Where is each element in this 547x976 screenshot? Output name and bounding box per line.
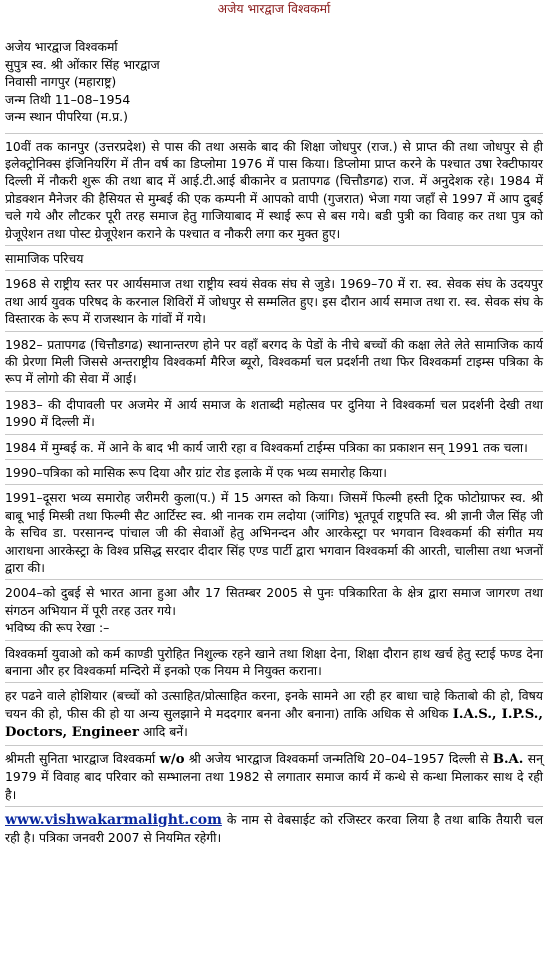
divider [5,484,543,485]
divider [5,640,543,641]
social-entry-1983: 1983– की दीपावली पर अजमेर में आर्य समाज के शताब्दी महोत्सव पर दुनिया ने विश्वकर्मा चल प्रदर्शनी देखी तथा 1990 में दिल्ली में। [5,396,543,430]
future-heading: भविष्य की रूप रेखा :– [5,620,110,636]
divider [5,459,543,460]
bio-birthplace: जन्म स्थान पीपरिया (म.प्र.) [5,109,128,124]
divider [5,133,543,134]
social-entry-1984: 1984 में मुम्बई क. में आने के बाद भी कार्य जारी रहा व विश्वकर्मा टाईम्स पत्रिका का प्रकाशन सन् 1991 तक चला। [5,439,528,455]
page-title: अजेय भारद्वाज विश्वकर्मा [217,1,331,16]
spouse-details: श्री अजेय भारद्वाज विश्वकर्मा जन्मतिथि 20–04–1957 दिल्ली से [188,750,489,766]
bio-dob: जन्म तिथी 11–08–1954 [5,91,131,107]
divider [5,579,543,580]
divider [5,270,543,271]
education-paragraph: 10वीं तक कानपुर (उत्तरप्रदेश) से पास की तथा असके बाद की शिक्षा जोधपुर (राज.) से प्राप्त की तथा जोधपुर से ही इलेक्ट्रोनिक्स इंजिनियरिंग में तीन वर्ष का डिप्लोमा 1976 में पास किया। डिप्लोमा प्राप्त करने के पश्चात उषा रेक्टीफायर दिल्ली में नौकरी शुरू की तथा बाद में आई.टी.आई बीकानेर व प्रतापगढ (चित्तौडगढ) राज. में अनुदेशक रहे। 1984 में प्रोडक्शन मैनेजर की हैसियत से मुम्बई की एक कम्पनी में आपको वापी (गुजरात) भेजा गया जहाँ से 1997 में आप दुबई चले गये और लौटकर पूरी तरह समाज हेतु गाजियाबाद में स्थाई रूप से बस गये। बडी पुत्री का विवाह कर तथा पुत्र को ग्रेजूऐशन तथा पोस्ट ग्रेजूऐशन कराने के पश्चात व नौकरी लगा कर मुक्त हुए। [5,138,543,241]
bio-block [5,38,543,126]
biography-page [0,1,547,847]
divider [5,745,543,746]
social-heading: सामाजिक परिचय [5,250,84,266]
bio-residence: निवासी नागपुर (महाराष्ट्र) [5,74,117,89]
divider [5,806,543,807]
spouse-details-cont: सन् 1979 में विवाह बाद परिवार को सम्भालना तथा 1982 से लगातार समाज कार्य में कन्धे से कन्धा मिलाकर साथ दे रही है। [5,750,543,802]
divider [5,391,543,392]
degree-label: B.A. [492,751,524,767]
future-paragraph: विश्वकर्मा युवाओ को कर्म काण्डी पुरोहित निशुल्क रहने खाने तथा शिक्षा देना, शिक्षा दौरान हाथ खर्च हेतु स्टाई फण्ड देना बनाना और हर विश्वकर्मा मन्दिरो में इनको एक नियम मे नियुक्त कराना। [5,645,543,679]
social-entry-1982: 1982– प्रतापगढ (चित्तौडगढ) स्थानान्तरण होने पर वहाँ बरगद के पेडों के नीचे बच्चों की कक्षा लेते लेते सामाजिक कार्य की प्रेरणा मिली जिससे अन्तराष्ट्रीय विश्वकर्मा मैरिज ब्यूरो, विश्वकर्मा चल प्रदर्शनी तथा फिर विश्वकर्मा टाइम्स पत्रिका के रूप में लोगो की सेवा में आई। [5,336,543,387]
divider [5,245,543,246]
website-paragraph [5,811,543,847]
goal-text: हर पढने वाले होशियार (बच्चों को उत्साहित/प्रोत्साहित करना, इनके सामने आ रही हर बाधा चाहे किताबो की हो, विषय चयन की हो, फीस की हो या अन्य सुलझाने मे मददगार बनना और बनाना) ताकि अधिक से अधिक [5,688,543,721]
wife-of-label: w/o [159,751,185,767]
spouse-paragraph [5,750,543,803]
goal-suffix: आदि बनें। [142,724,188,740]
divider [5,682,543,683]
bio-name: अजेय भारद्वाज विश्वकर्मा [5,39,118,54]
social-entry-1991: 1991–दूसरा भव्य समारोह जरीमरी कुला(प.) में 15 अगस्त को किया। जिसमें फिल्मी हस्ती ट्रिक फोटोग्राफर स्व. श्री बाबू भाई मिस्त्री तथा फिल्मी सैट आर्टिस्ट स्व. श्री नानक राम लदोया (जांगिड) भूतपूर्व राष्ट्रपति स्व. श्री ज्ञानी जैल सिंह जी के सचिव डा. परसानन्द पांचाल जी की सेवाओं हेतु अभिनन्दन और आरकेस्ट्रा पर भगवान विश्वकर्मा की संगीत मय आराधना आरकेस्ट्रा के विश्व प्रसिद्ध सरदार दीदार सिंह एण्ड पार्टी द्वारा भगवान विश्वकर्मा की आरती, चालीसा तथा भजनों द्वारा की। [5,490,543,576]
website-text: के नाम से वेबसाईट को रजिस्टर करवा लिया है तथा बाकि तैयारी चल रही है। पत्रिका जनवरी 2007 से नियमित रहेगी। [5,811,543,846]
bio-parent: सुपुत्र स्व. श्री ओंकार सिंह भारद्वाज [5,56,160,72]
social-entry-1968: 1968 से राष्ट्रीय स्तर पर आर्यसमाज तथा राष्ट्रीय स्वयं सेवक संघ से जुडे। 1969–70 में रा. स्व. सेवक संघ के उदयपुर तथा आर्य युवक परिषद के करनाल शिविरों में जोधपुर से सम्मलित हुए। इस दौरान आर्य समाज तथा रा. स्व. सेवक संघ के विस्तारक के रूप में राजस्थान के गांवों में गये। [5,276,543,327]
goal-english-careers: I.A.S., I.P.S., Doctors, Engineer [5,706,543,741]
spouse-name: श्रीमती सुनिता भारद्वाज विश्वकर्मा [5,750,156,766]
social-entry-2004: 2004–को दुबई से भारत आना हुआ और 17 सितम्बर 2005 से पुनः पत्रिकारिता के क्षेत्र द्वारा समाज जागरण तथा संगठन अभियान में पूरी तरह उतर गये। [5,585,543,618]
future-goal-paragraph [5,687,543,741]
social-entry-1990: 1990–पत्रिका को मासिक रूप दिया और ग्रांट रोड इलाके में एक भव्य समारोह किया। [5,465,387,480]
website-link[interactable]: www.vishwakarmalight.com [5,811,222,828]
divider [5,331,543,332]
divider [5,434,543,435]
